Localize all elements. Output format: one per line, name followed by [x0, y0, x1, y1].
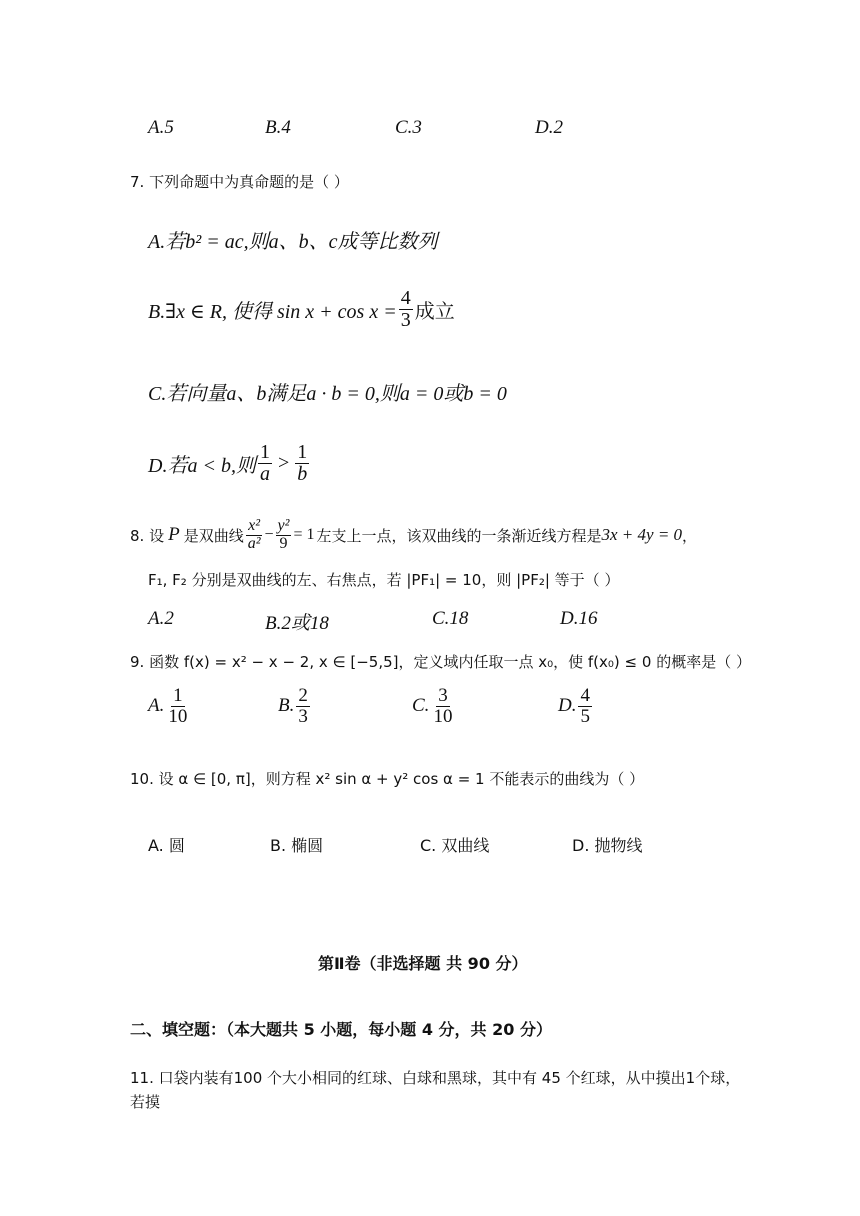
q6-option-a: A.5 — [148, 117, 174, 138]
q9-option-d-label: D. — [558, 695, 577, 717]
q9-option-b-fraction — [296, 686, 310, 727]
q7-d-frac1-numerator: 1 — [259, 441, 270, 463]
q8-comma: ， — [682, 526, 698, 545]
q6-option-d: D.2 — [535, 117, 563, 138]
q8-stem-line-1 — [130, 518, 697, 553]
q7-option-b-suffix: 成立 — [414, 301, 455, 323]
q6-option-c: C.3 — [395, 117, 422, 138]
q8-frac-y — [276, 518, 292, 553]
q7-d-frac1-denominator: a — [259, 463, 270, 485]
q8-equals-one: = 1 — [293, 526, 315, 544]
q8-option-d: D.16 — [560, 608, 598, 629]
q8-option-a: A.2 — [148, 608, 174, 629]
q9-option-c-fraction — [431, 686, 454, 727]
q9-option-b — [278, 686, 312, 727]
q8-frac-y-den: 9 — [279, 534, 288, 552]
q9-option-d — [558, 686, 594, 727]
q7-option-d-fraction-2 — [295, 442, 309, 485]
q9-b-numerator: 2 — [298, 685, 308, 706]
q9-c-numerator: 3 — [438, 685, 448, 706]
q9-option-a-fraction — [166, 686, 189, 727]
q8-point-p: P — [168, 524, 180, 546]
q9-d-denominator: 5 — [580, 705, 590, 727]
q10-stem: 10. 设 α ∈ [0, π]，则方程 x² sin α + y² cos α = 1 不能表示的曲线为（ ） — [130, 770, 645, 788]
q8-asymptote: 3x + 4y = 0 — [601, 525, 683, 545]
q7-b-denominator: 3 — [400, 309, 411, 331]
q8-option-b: B.2或18 — [265, 613, 329, 634]
q7-option-b — [148, 288, 455, 331]
q10-option-a: A. 圆 — [148, 836, 185, 855]
section-2-title: 第Ⅱ卷（非选择题 共 90 分） — [318, 954, 528, 973]
q9-option-a-label: A. — [148, 695, 165, 717]
q10-option-b: B. 椭圆 — [270, 836, 324, 855]
q9-option-d-fraction — [578, 686, 592, 727]
q8-prefix: 8. 设 — [130, 526, 165, 545]
q8-hyperbola-label: 是双曲线 — [183, 526, 244, 545]
q8-frac-y-num: y² — [277, 517, 290, 534]
q9-stem: 9. 函数 f(x) = x² − x − 2, x ∈ [−5,5]，定义域内任取一点 x₀，使 f(x₀) ≤ 0 的概率是（ ） — [130, 653, 751, 671]
q7-option-b-fraction — [399, 288, 413, 331]
q9-option-b-label: B. — [278, 695, 295, 717]
q7-option-d — [148, 442, 311, 485]
q7-b-numerator: 4 — [400, 287, 411, 309]
q7-option-a: A.若b² = ac,则a、b、c成等比数列 — [148, 231, 438, 253]
q8-frac-x — [246, 518, 263, 553]
q9-a-denominator: 10 — [168, 705, 188, 727]
q9-option-a — [148, 686, 191, 727]
q10-option-c: C. 双曲线 — [420, 836, 490, 855]
q9-d-numerator: 4 — [580, 685, 590, 706]
q6-option-b: B.4 — [265, 117, 291, 138]
q8-minus: − — [264, 526, 274, 544]
q11-line-1: 11. 口袋内装有100 个大小相同的红球、白球和黑球，其中有 45 个红球，从中摸出1个球， — [130, 1069, 741, 1087]
q7-option-c: C.若向量a、b满足a · b = 0,则a = 0或b = 0 — [148, 383, 507, 405]
q8-frac-x-den: a² — [247, 534, 261, 552]
q8-frac-x-num: x² — [248, 517, 261, 534]
q7-option-d-text: D.若a < b,则 — [148, 455, 256, 477]
q10-option-d: D. 抛物线 — [572, 836, 643, 855]
q9-option-c-label: C. — [412, 695, 430, 717]
q7-d-frac2-denominator: b — [297, 463, 308, 485]
q9-b-denominator: 3 — [298, 705, 308, 727]
q9-a-numerator: 1 — [173, 685, 183, 706]
q7-option-d-gt: > — [277, 452, 290, 474]
q7-d-frac2-numerator: 1 — [297, 441, 308, 463]
q7-option-d-fraction-1 — [258, 442, 272, 485]
q9-option-c — [412, 686, 456, 727]
q8-stem-text: 左支上一点，该双曲线的一条渐近线方程是 — [316, 526, 602, 545]
q7-stem: 7. 下列命题中为真命题的是（ ） — [130, 173, 349, 191]
q9-c-denominator: 10 — [433, 705, 453, 727]
q8-option-c: C.18 — [432, 608, 469, 629]
q7-option-b-text: B.∃x ∈ R, 使得 sin x + cos x = — [148, 301, 397, 323]
q8-stem-line-2: F₁, F₂ 分别是双曲线的左、右焦点，若 |PF₁| = 10，则 |PF₂| 等于（ ） — [148, 571, 620, 589]
part-2-title: 二、填空题：（本大题共 5 小题，每小题 4 分，共 20 分） — [130, 1020, 552, 1039]
q11-line-2: 若摸 — [130, 1093, 161, 1111]
